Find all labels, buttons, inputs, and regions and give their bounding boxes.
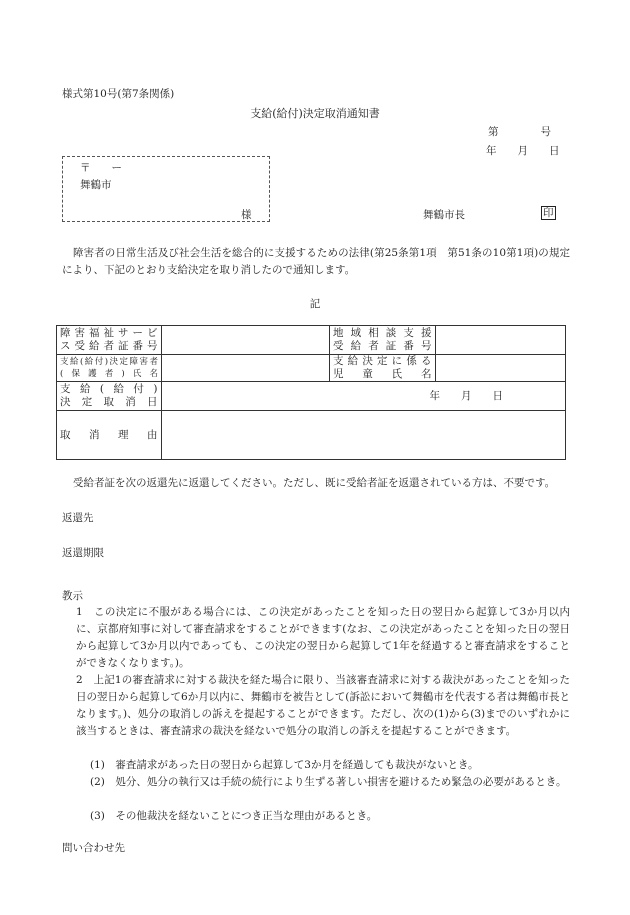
instruction-sub-3: (3) その他裁決を経ないことにつき正当な理由があるとき。 bbox=[90, 810, 378, 822]
value-child-name bbox=[436, 355, 566, 382]
instruction-item-2: 2 上記1の審査請求に対する裁決を経た場合に限り、当該審査請求に対する裁決があったことを知った日の翌日から起算して6か月以内に、舞鶴市を被告として(訴訟において舞鶴市を代表する者は舞鶴市長となります。)、処分の取消しの訴えを提起することができます。ただし、次の(1)から(3)までのいずれかに該当するときは、審査請求の裁決を経ないで処分の取消しの訴えを提起することができます。 bbox=[76, 674, 570, 737]
table-row bbox=[57, 382, 566, 411]
table-row bbox=[57, 411, 566, 460]
label-cancellation-reason: 取消理由 bbox=[57, 411, 162, 460]
instruction-sub-1: (1) 審査請求があった日の翌日から起算して3か月を経過しても裁決がないとき。 bbox=[90, 759, 479, 771]
return-notice: 受給者証を次の返還先に返還してください。ただし、既に受給者証を返還されている方は、不要です。 bbox=[73, 477, 556, 489]
ki-heading: 記 bbox=[309, 298, 321, 310]
honorific: 様 bbox=[241, 209, 252, 221]
intro-paragraph: 障害者の日常生活及び社会生活を総合的に支援するための法律(第25条第1項 第51条の10第1項)の規定により、下記のとおり支給決定を取り消したので通知します。 bbox=[62, 247, 570, 276]
value-cancellation-date: 年 月 日 bbox=[162, 382, 566, 411]
cancellation-table bbox=[56, 325, 566, 460]
value-service-cert-number bbox=[162, 326, 330, 355]
instruction-item-1: 1 この決定に不服がある場合には、この決定があったことを知った日の翌日から起算して3か月以内に、京都府知事に対して審査請求をすることができます(なお、この決定があったことを知った日の翌日から起算して3か月以内であっても、この決定の翌日から起算して1年を経過すると審査請求をすることができなくなります。)。 bbox=[76, 606, 570, 669]
document-title: 支給(給付)決定取消通知書 bbox=[250, 107, 380, 120]
label-service-cert-number: 障害福祉サービ ス受給者証番号 bbox=[57, 326, 162, 355]
sender-name: 舞鶴市長 bbox=[423, 209, 465, 221]
issue-date: 年 月 日 bbox=[486, 145, 560, 157]
return-to-label: 返還先 bbox=[62, 512, 94, 524]
value-cancellation-reason bbox=[162, 411, 566, 460]
value-regional-cert-number bbox=[436, 326, 566, 355]
instruction-title: 教示 bbox=[62, 590, 83, 602]
label-regional-cert-number: 地域相談支援 受給者証番号 bbox=[330, 326, 436, 355]
seal-mark: 印 bbox=[543, 207, 554, 219]
label-cancellation-date: 支給(給付) 決定取消日 bbox=[57, 382, 162, 411]
return-deadline-label: 返還期限 bbox=[62, 547, 104, 559]
instruction-sub-2: (2) 処分、処分の執行又は手続の続行により生ずる著しい損害を避けるため緊急の必要があるとき。 bbox=[90, 776, 567, 788]
contact-label: 問い合わせ先 bbox=[62, 842, 125, 854]
address-city: 舞鶴市 bbox=[80, 179, 112, 191]
label-child-name: 支給決定に係る 児童氏名 bbox=[330, 355, 436, 382]
table-row bbox=[57, 355, 566, 382]
value-recipient-name bbox=[162, 355, 330, 382]
form-id: 様式第10号(第7条関係) bbox=[62, 88, 175, 100]
label-recipient-name: 支給(給付)決定障害者 (保護者)氏名 bbox=[57, 355, 162, 382]
postal-code: 〒 ー bbox=[80, 162, 122, 174]
table-row bbox=[57, 326, 566, 355]
document-number: 第 号 bbox=[488, 126, 551, 138]
